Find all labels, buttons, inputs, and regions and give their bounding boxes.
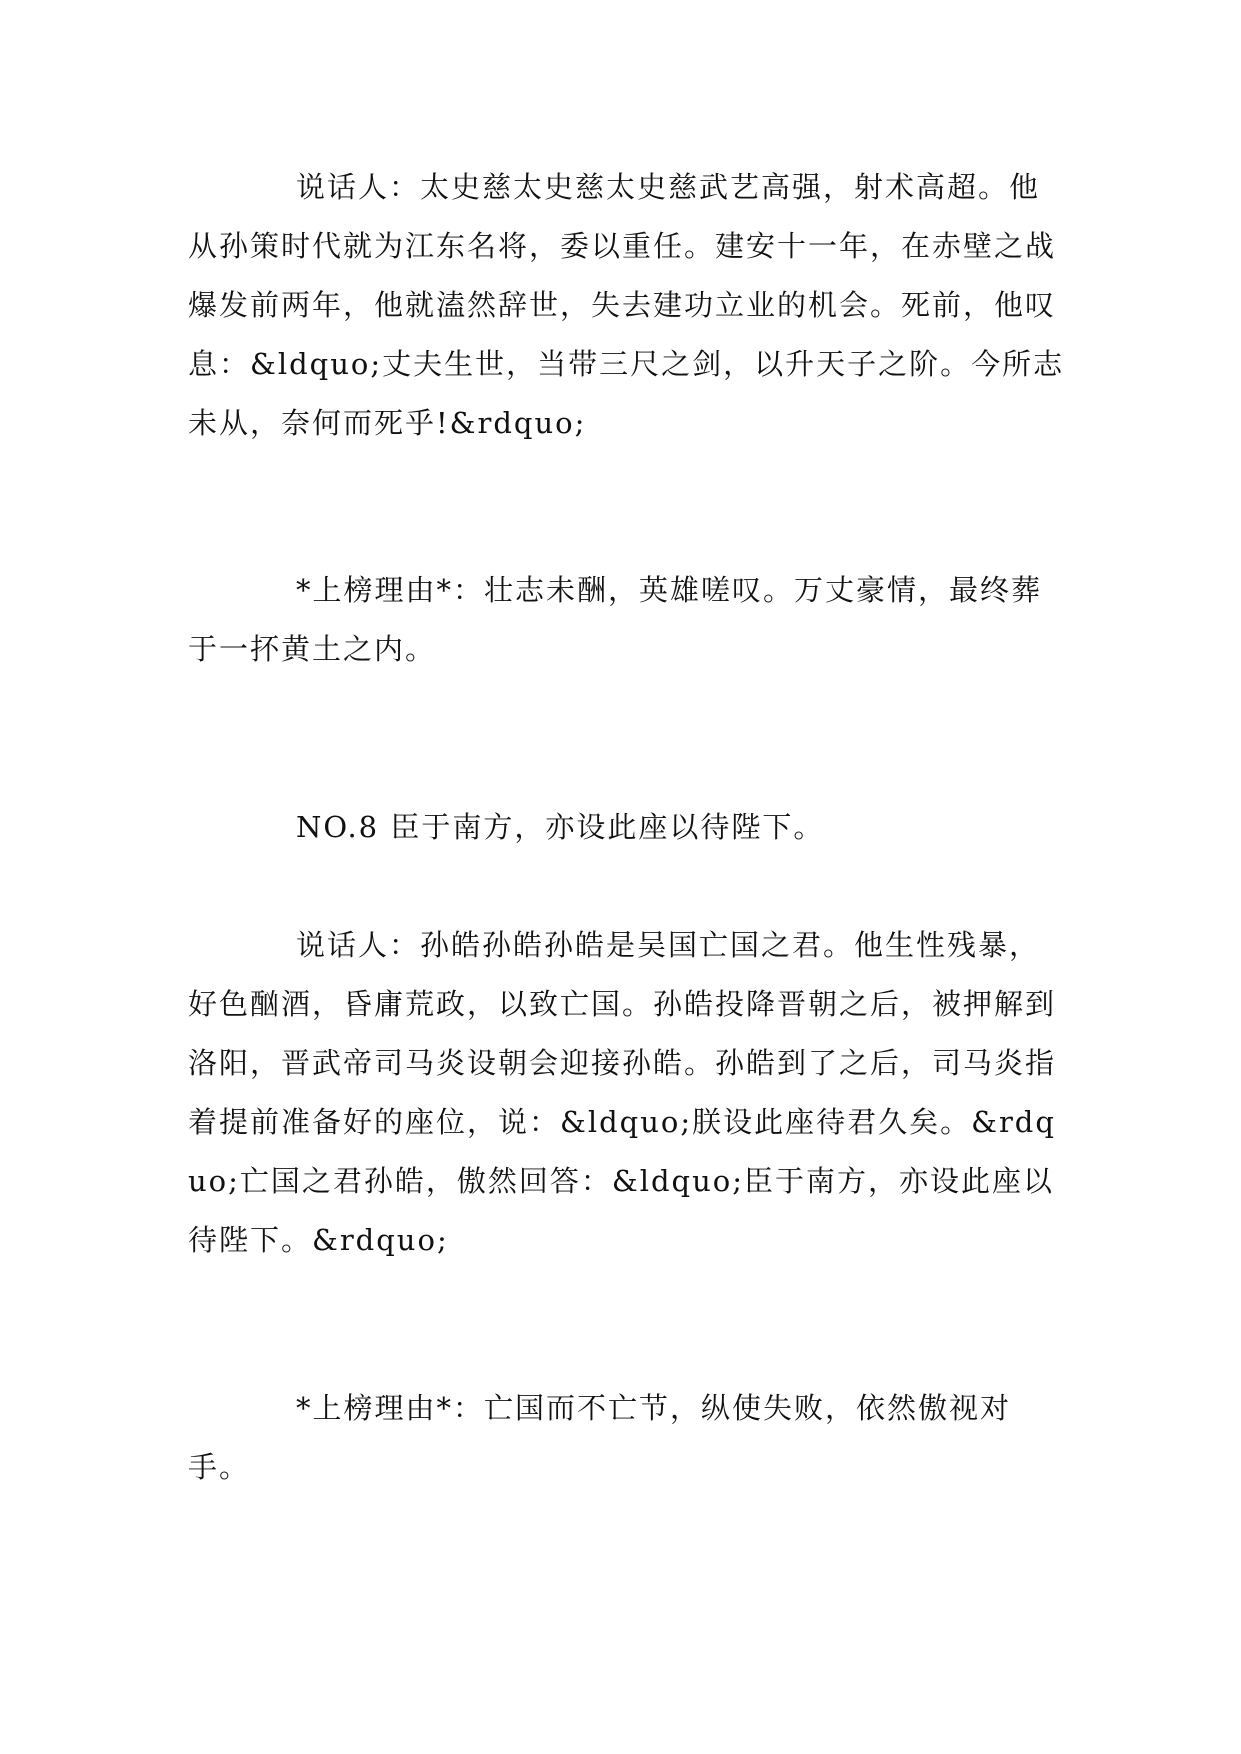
paragraph-taishici-reason: *上榜理由*：壮志未酬，英雄嗟叹。万丈豪情，最终葬于一抔黄土之内。 <box>188 573 1043 666</box>
section-heading-no8: NO.8 臣于南方，亦设此座以待陛下。 <box>296 810 825 844</box>
paragraph-sunhao-reason: *上榜理由*：亡国而不亡节，纵使失败，依然傲视对手。 <box>188 1391 1012 1484</box>
paragraph-taishici-speaker: 说话人：太史慈太史慈太史慈武艺高强，射术高超。他从孙策时代就为江东名将，委以重任。建安十一年，在赤壁之战爆发前两年，他就溘然辞世，失去建功立业的机会。死前，他叹息：&ldquo;丈夫生世，当带三尺之剑，以升天子之阶。今所志未从，奈何而死乎!&rdquo; <box>188 170 1065 440</box>
paragraph-sunhao-speaker: 说话人：孙皓孙皓孙皓是吴国亡国之君。他生性残暴，好色酗酒，昏庸荒政，以致亡国。孙皓投降晋朝之后，被押解到洛阳，晋武帝司马炎设朝会迎接孙皓。孙皓到了之后，司马炎指着提前准备好的座位，说：&ldquo;朕设此座待君久矣。&rdquo;亡国之君孙皓，傲然回答：&ldquo;臣于南方，亦设此座以待陛下。&rdquo; <box>188 928 1057 1257</box>
